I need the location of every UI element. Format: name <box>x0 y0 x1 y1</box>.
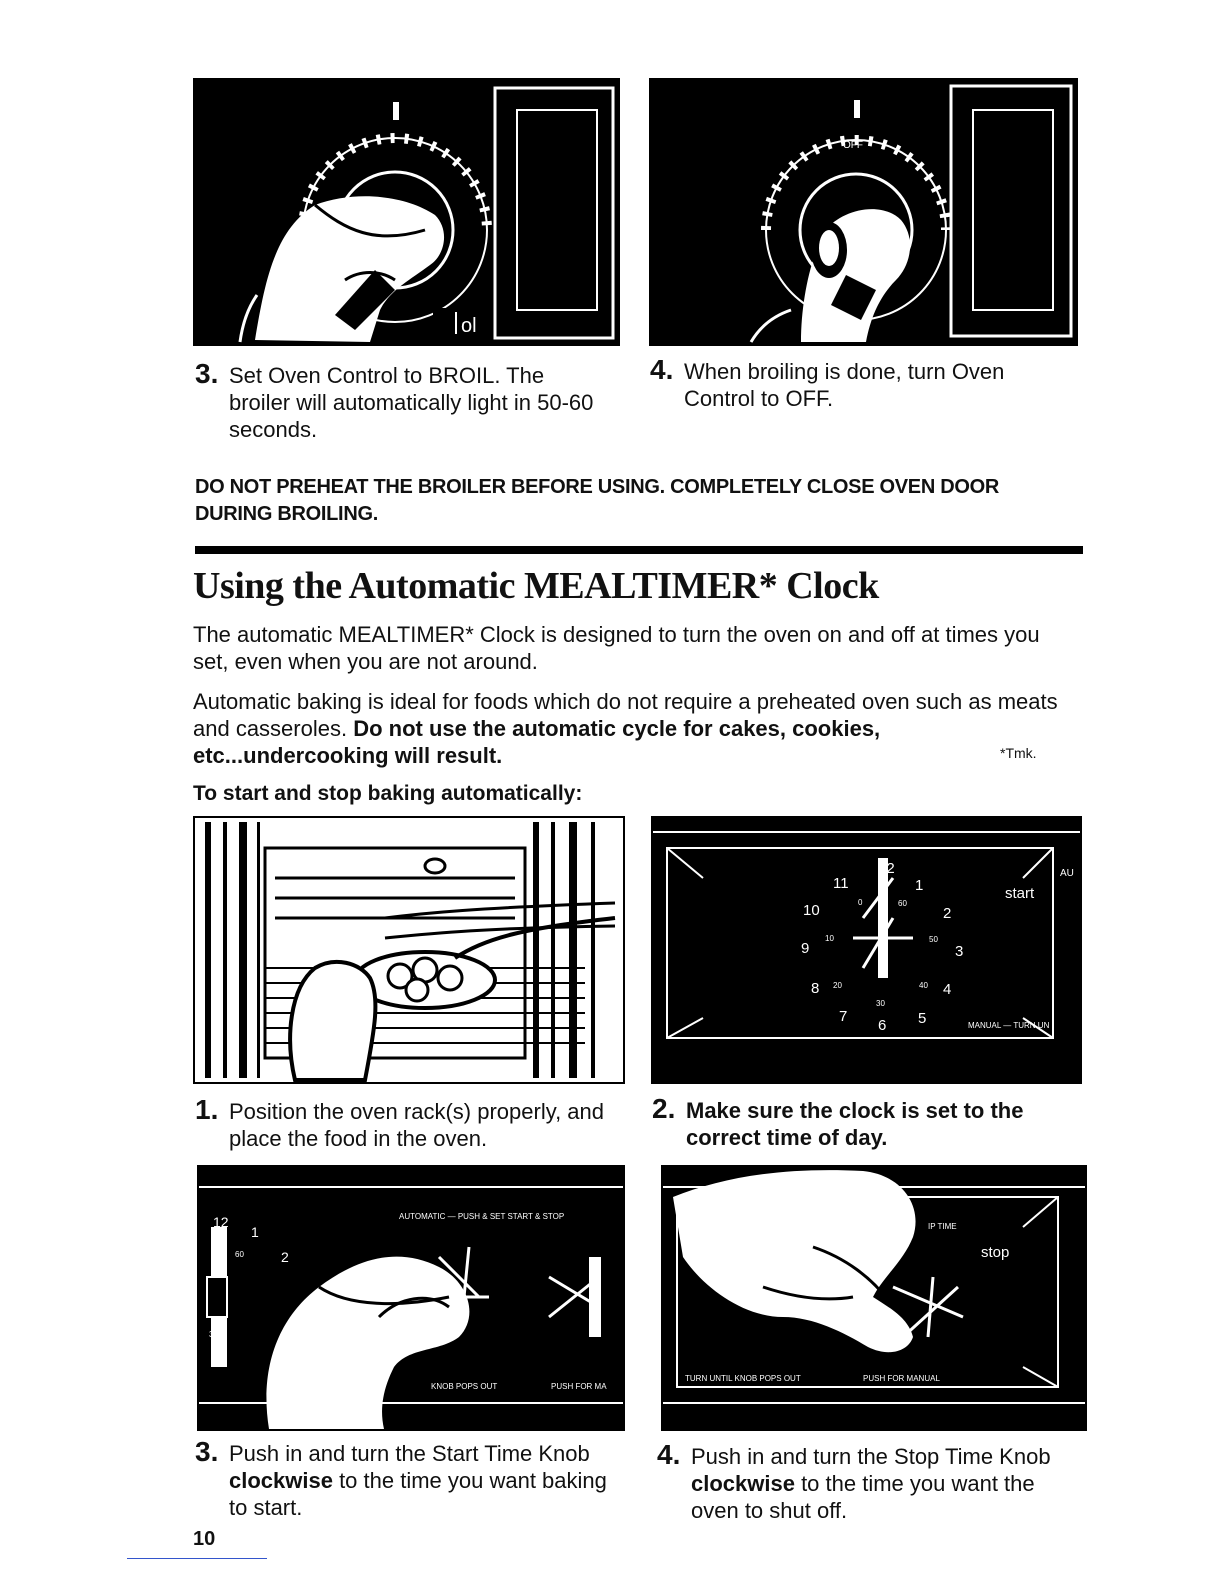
step-text-pre: Push in and turn the Stop Time Knob <box>691 1444 1051 1469</box>
auto-panel-label: AUTOMATIC — PUSH & SET START & STOP <box>399 1212 565 1221</box>
auto-bake-text: Automatic baking is ideal for foods which do not require a preheated oven such as meats and casseroles. <box>193 689 1058 741</box>
auto-bake-paragraph <box>193 688 1073 769</box>
stop-label: stop <box>981 1244 1010 1261</box>
step-number: 3. <box>195 358 219 389</box>
clock-num-12: 12 <box>878 860 895 877</box>
clock-num-10: 10 <box>803 902 820 919</box>
clock-illustration <box>653 818 1080 1082</box>
step-number: 1. <box>195 1094 219 1125</box>
auto-bake-warning: Do not use the automatic cycle for cakes, cookies, etc...undercooking will result. <box>193 716 881 768</box>
photo-clock-face <box>651 816 1082 1084</box>
clock-num-4: 4 <box>943 981 952 998</box>
clock-num-7: 7 <box>839 1008 848 1025</box>
step-number: 2. <box>652 1093 676 1124</box>
step-text: Set Oven Control to BROIL. The broiler will automatically light in 50-60 seconds. <box>229 363 594 442</box>
step-text <box>691 1443 1077 1524</box>
broil-knob-illustration <box>195 80 618 344</box>
clock-num-2: 2 <box>943 905 952 922</box>
step-text: Make sure the clock is set to the correct time of day. <box>686 1098 1024 1150</box>
photo-set-broil <box>193 78 620 346</box>
footer-line <box>127 1558 267 1559</box>
broil-knob-label: ol <box>461 315 477 337</box>
stop-knob-illustration <box>663 1167 1085 1429</box>
intro-paragraph: The automatic MEALTIMER* Clock is designed to turn the oven on and off at times you set, even when you are not around. <box>193 622 1040 674</box>
step-text-pre: Push in and turn the Start Time Knob <box>229 1441 590 1466</box>
step-text <box>229 1440 625 1521</box>
timer-min-40: 40 <box>919 981 928 990</box>
photo-place-food <box>193 816 625 1084</box>
step-number: 4. <box>657 1439 681 1470</box>
step-text-post: to the time you want the oven to shut off. <box>691 1471 1035 1523</box>
clock-manual-label: MANUAL — TURN UN <box>968 1021 1050 1030</box>
subheading-start-stop: To start and stop baking automatically: <box>193 782 583 805</box>
start-num-60: 60 <box>235 1250 244 1259</box>
start-num-30: 30 <box>209 1330 218 1339</box>
timer-min-0: 0 <box>858 898 863 907</box>
off-knob-label: OFF <box>843 140 863 151</box>
step-number: 3. <box>195 1436 219 1467</box>
clock-num-1: 1 <box>915 877 924 894</box>
start-num-12: 12 <box>213 1214 229 1230</box>
push-manual-label: PUSH FOR MA <box>551 1382 607 1391</box>
step-text: When broiling is done, turn Oven Control to OFF. <box>684 359 1005 411</box>
photo-turn-off <box>649 78 1078 346</box>
section-divider <box>195 546 1083 554</box>
timer-min-10: 10 <box>825 934 834 943</box>
broil-warning: DO NOT PREHEAT THE BROILER BEFORE USING. COMPLETELY CLOSE OVEN DOOR DURING BROILING. <box>195 476 1000 525</box>
start-num-6: 6 <box>211 1354 219 1370</box>
push-for-manual-label: PUSH FOR MANUAL <box>863 1374 940 1383</box>
photo-stop-knob <box>661 1165 1087 1431</box>
oven-rack-illustration <box>195 818 623 1082</box>
turn-until-label: TURN UNTIL KNOB POPS OUT <box>685 1374 801 1383</box>
photo-start-knob <box>197 1165 625 1431</box>
clock-auto-label: AU <box>1060 868 1074 879</box>
trademark-note: *Tmk. <box>1000 745 1037 761</box>
start-knob-illustration <box>199 1167 623 1429</box>
knob-pops-label: KNOB POPS OUT <box>431 1382 498 1391</box>
step-number: 4. <box>650 354 674 385</box>
clock-num-3: 3 <box>955 943 964 960</box>
timer-min-20: 20 <box>833 981 842 990</box>
start-num-1: 1 <box>251 1224 259 1240</box>
clock-num-6: 6 <box>878 1017 887 1034</box>
clock-num-11: 11 <box>833 875 849 892</box>
clock-num-8: 8 <box>811 980 820 997</box>
clock-start-label: start <box>1005 885 1035 902</box>
step-text-post: to the time you want baking to start. <box>229 1468 607 1520</box>
page-number: 10 <box>193 1528 216 1550</box>
start-num-2: 2 <box>281 1249 289 1265</box>
timer-min-60: 60 <box>898 899 907 908</box>
section-title: Using the Automatic MEALTIMER* Clock <box>193 565 879 607</box>
timer-min-50: 50 <box>929 935 938 944</box>
timer-min-30: 30 <box>876 999 885 1008</box>
step-text: Position the oven rack(s) properly, and place the food in the oven. <box>229 1099 604 1151</box>
off-knob-illustration <box>651 80 1076 344</box>
clock-num-9: 9 <box>801 940 810 957</box>
clock-num-5: 5 <box>918 1010 927 1027</box>
step-text-bold: clockwise <box>691 1471 795 1496</box>
stop-time-label: IP TIME <box>928 1222 957 1231</box>
step-text-bold: clockwise <box>229 1468 333 1493</box>
